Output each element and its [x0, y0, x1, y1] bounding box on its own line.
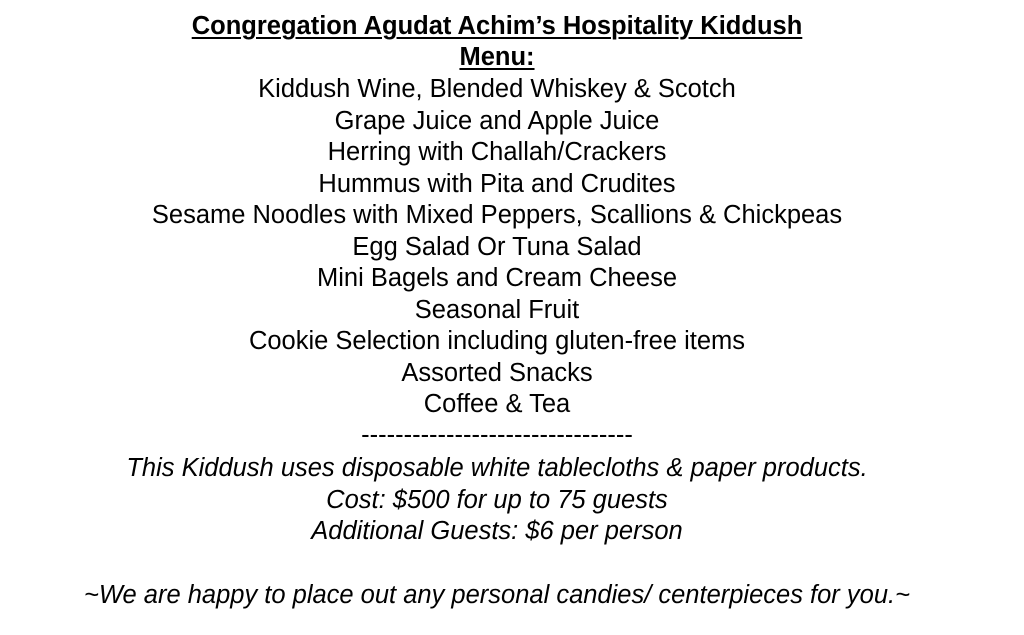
menu-item: Hummus with Pita and Crudites — [318, 170, 676, 198]
menu-item: Seasonal Fruit — [414, 296, 580, 324]
menu-item: Kiddush Wine, Blended Whiskey & Scotch — [258, 75, 736, 103]
page-title: Congregation Agudat Achim’s Hospitality Kiddush — [191, 12, 803, 40]
menu-item: Sesame Noodles with Mixed Peppers, Scallions & Chickpeas — [151, 201, 843, 229]
additional-guests-note: Additional Guests: $6 per person — [311, 517, 683, 545]
divider: -------------------------------- — [361, 421, 633, 449]
menu-item: Herring with Challah/Crackers — [327, 138, 667, 166]
menu-item: Mini Bagels and Cream Cheese — [316, 264, 677, 292]
menu-item: Egg Salad Or Tuna Salad — [352, 233, 642, 261]
menu-item: Cookie Selection including gluten-free items — [248, 327, 746, 355]
menu-item: Assorted Snacks — [401, 359, 593, 387]
menu-item: Grape Juice and Apple Juice — [334, 107, 660, 135]
menu-item: Coffee & Tea — [423, 390, 571, 418]
tablecloth-note: This Kiddush uses disposable white tablecloths & paper products. — [126, 454, 868, 482]
menu-heading: Menu: — [459, 43, 535, 71]
closing-note: ~We are happy to place out any personal candies/ centerpieces for you.~ — [84, 581, 910, 609]
cost-note: Cost: $500 for up to 75 guests — [326, 486, 668, 514]
